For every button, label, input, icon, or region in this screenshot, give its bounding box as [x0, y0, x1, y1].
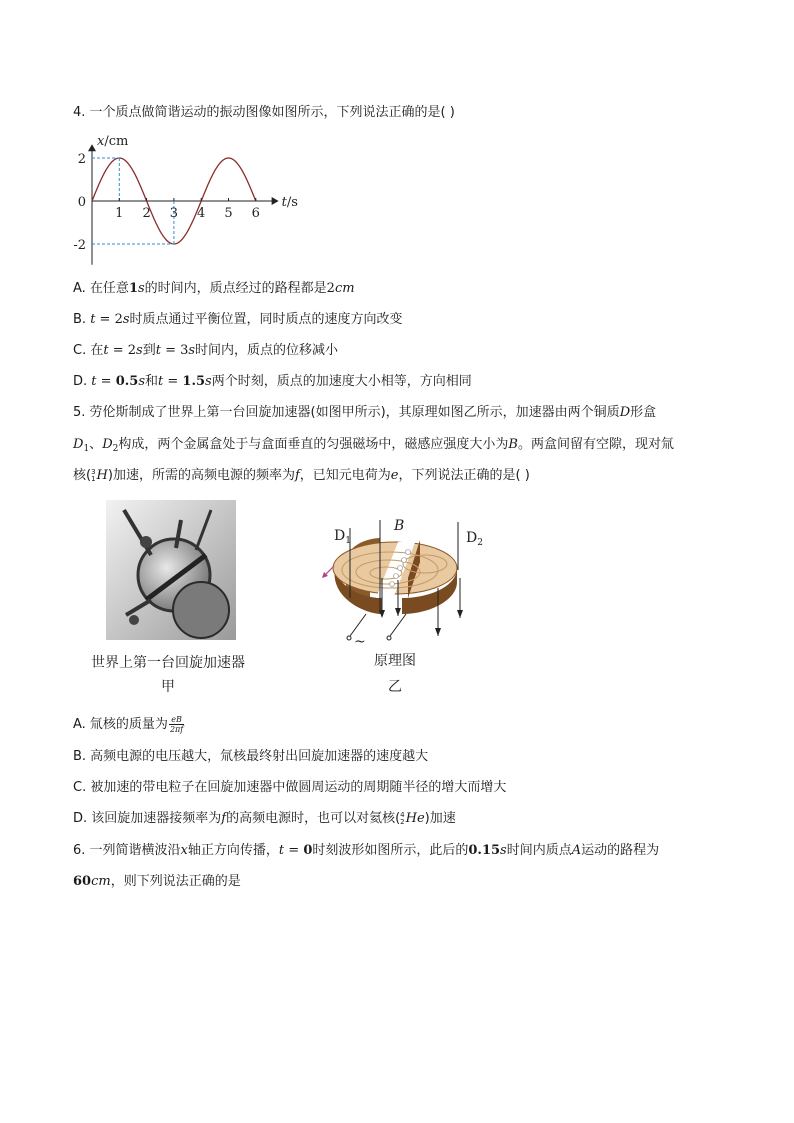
q5-option-d[interactable]: D. 该回旋加速器接频率为f的高频电源时，也可以对氦核( 4 2 He)加速 — [73, 810, 456, 826]
y-axis-label: x/cm — [97, 134, 129, 149]
mass-fraction: $\frac{eB}{2\pi f}$ — [169, 715, 184, 734]
figure-left-caption: 世界上第一台回旋加速器 — [91, 655, 245, 671]
cyclotron-diagram — [320, 518, 500, 648]
q4-option-d[interactable]: D. t = 0.5s和t = 1.5s两个时刻，质点的加速度大小相等，方向相同 — [73, 374, 472, 389]
figure-right-label: 乙 — [388, 679, 402, 695]
cyclotron-photo — [106, 500, 236, 640]
x-tick-label: 6 — [251, 206, 260, 221]
label-d2: $D_2$ — [466, 530, 483, 548]
tritium-isotope: 3 1 — [91, 467, 96, 483]
q4-option-c[interactable]: C. 在t = 2s到t = 3s时间内，质点的位移减小 — [73, 343, 339, 358]
q4-option-b[interactable]: B. t = 2s时质点通过平衡位置，同时质点的速度方向改变 — [73, 312, 403, 327]
q5-stem-line-3: 核( 3 1 H)加速，所需的高频电源的频率为f，已知元电荷为e，下列说法正确的是( ) — [73, 467, 530, 483]
q5-option-a[interactable]: A. 氚核的质量为 $\frac{eB}{2\pi f}$ — [73, 715, 184, 734]
y-tick-label: 0 — [77, 195, 86, 210]
helium-isotope: 4 2 — [400, 810, 405, 826]
q6-stem-line-2: 60cm，则下列说法正确的是 — [73, 874, 241, 889]
label-b: B — [394, 518, 405, 534]
figure-right-caption: 原理图 — [374, 653, 416, 669]
q4-option-a[interactable]: A. 在任意1s的时间内，质点经过的路程都是2cm — [73, 281, 355, 296]
y-tick-label: -2 — [73, 238, 86, 253]
x-tick-label: 1 — [115, 206, 124, 221]
y-tick-label: 2 — [77, 152, 86, 167]
x-tick-label: 3 — [169, 206, 179, 221]
x-tick-label: 2 — [142, 206, 151, 221]
q4-vibration-chart — [70, 132, 310, 272]
q5-stem-line-2: $D_1$、$D_2$构成，两个金属盒处于与盒面垂直的匀强磁场中，磁感应强度大小为B。两盒间留有空隙，现对氚 — [73, 437, 674, 454]
q5-option-b[interactable]: B. 高频电源的电压越大，氚核最终射出回旋加速器的速度越大 — [73, 749, 429, 764]
x-axis-label: t/s — [281, 195, 298, 210]
ac-symbol: ~ — [354, 634, 366, 648]
q5-stem-line-1: 5. 劳伦斯制成了世界上第一台回旋加速器(如图甲所示)，其原理如图乙所示，加速器由两个铜质D形盒 — [73, 405, 657, 420]
x-tick-label: 4 — [197, 206, 206, 221]
x-tick-label: 5 — [224, 206, 233, 221]
label-d1: $D_1$ — [334, 528, 351, 546]
q6-stem-line-1: 6. 一列简谐横波沿x轴正方向传播，t = 0时刻波形如图所示，此后的0.15s时间内质点A运动的路程为 — [73, 843, 660, 858]
q4-stem: 4. 一个质点做简谐运动的振动图像如图所示，下列说法正确的是( ) — [73, 105, 455, 120]
figure-left-label: 甲 — [161, 679, 175, 695]
q5-option-c[interactable]: C. 被加速的带电粒子在回旋加速器中做圆周运动的周期随半径的增大而增大 — [73, 780, 507, 795]
